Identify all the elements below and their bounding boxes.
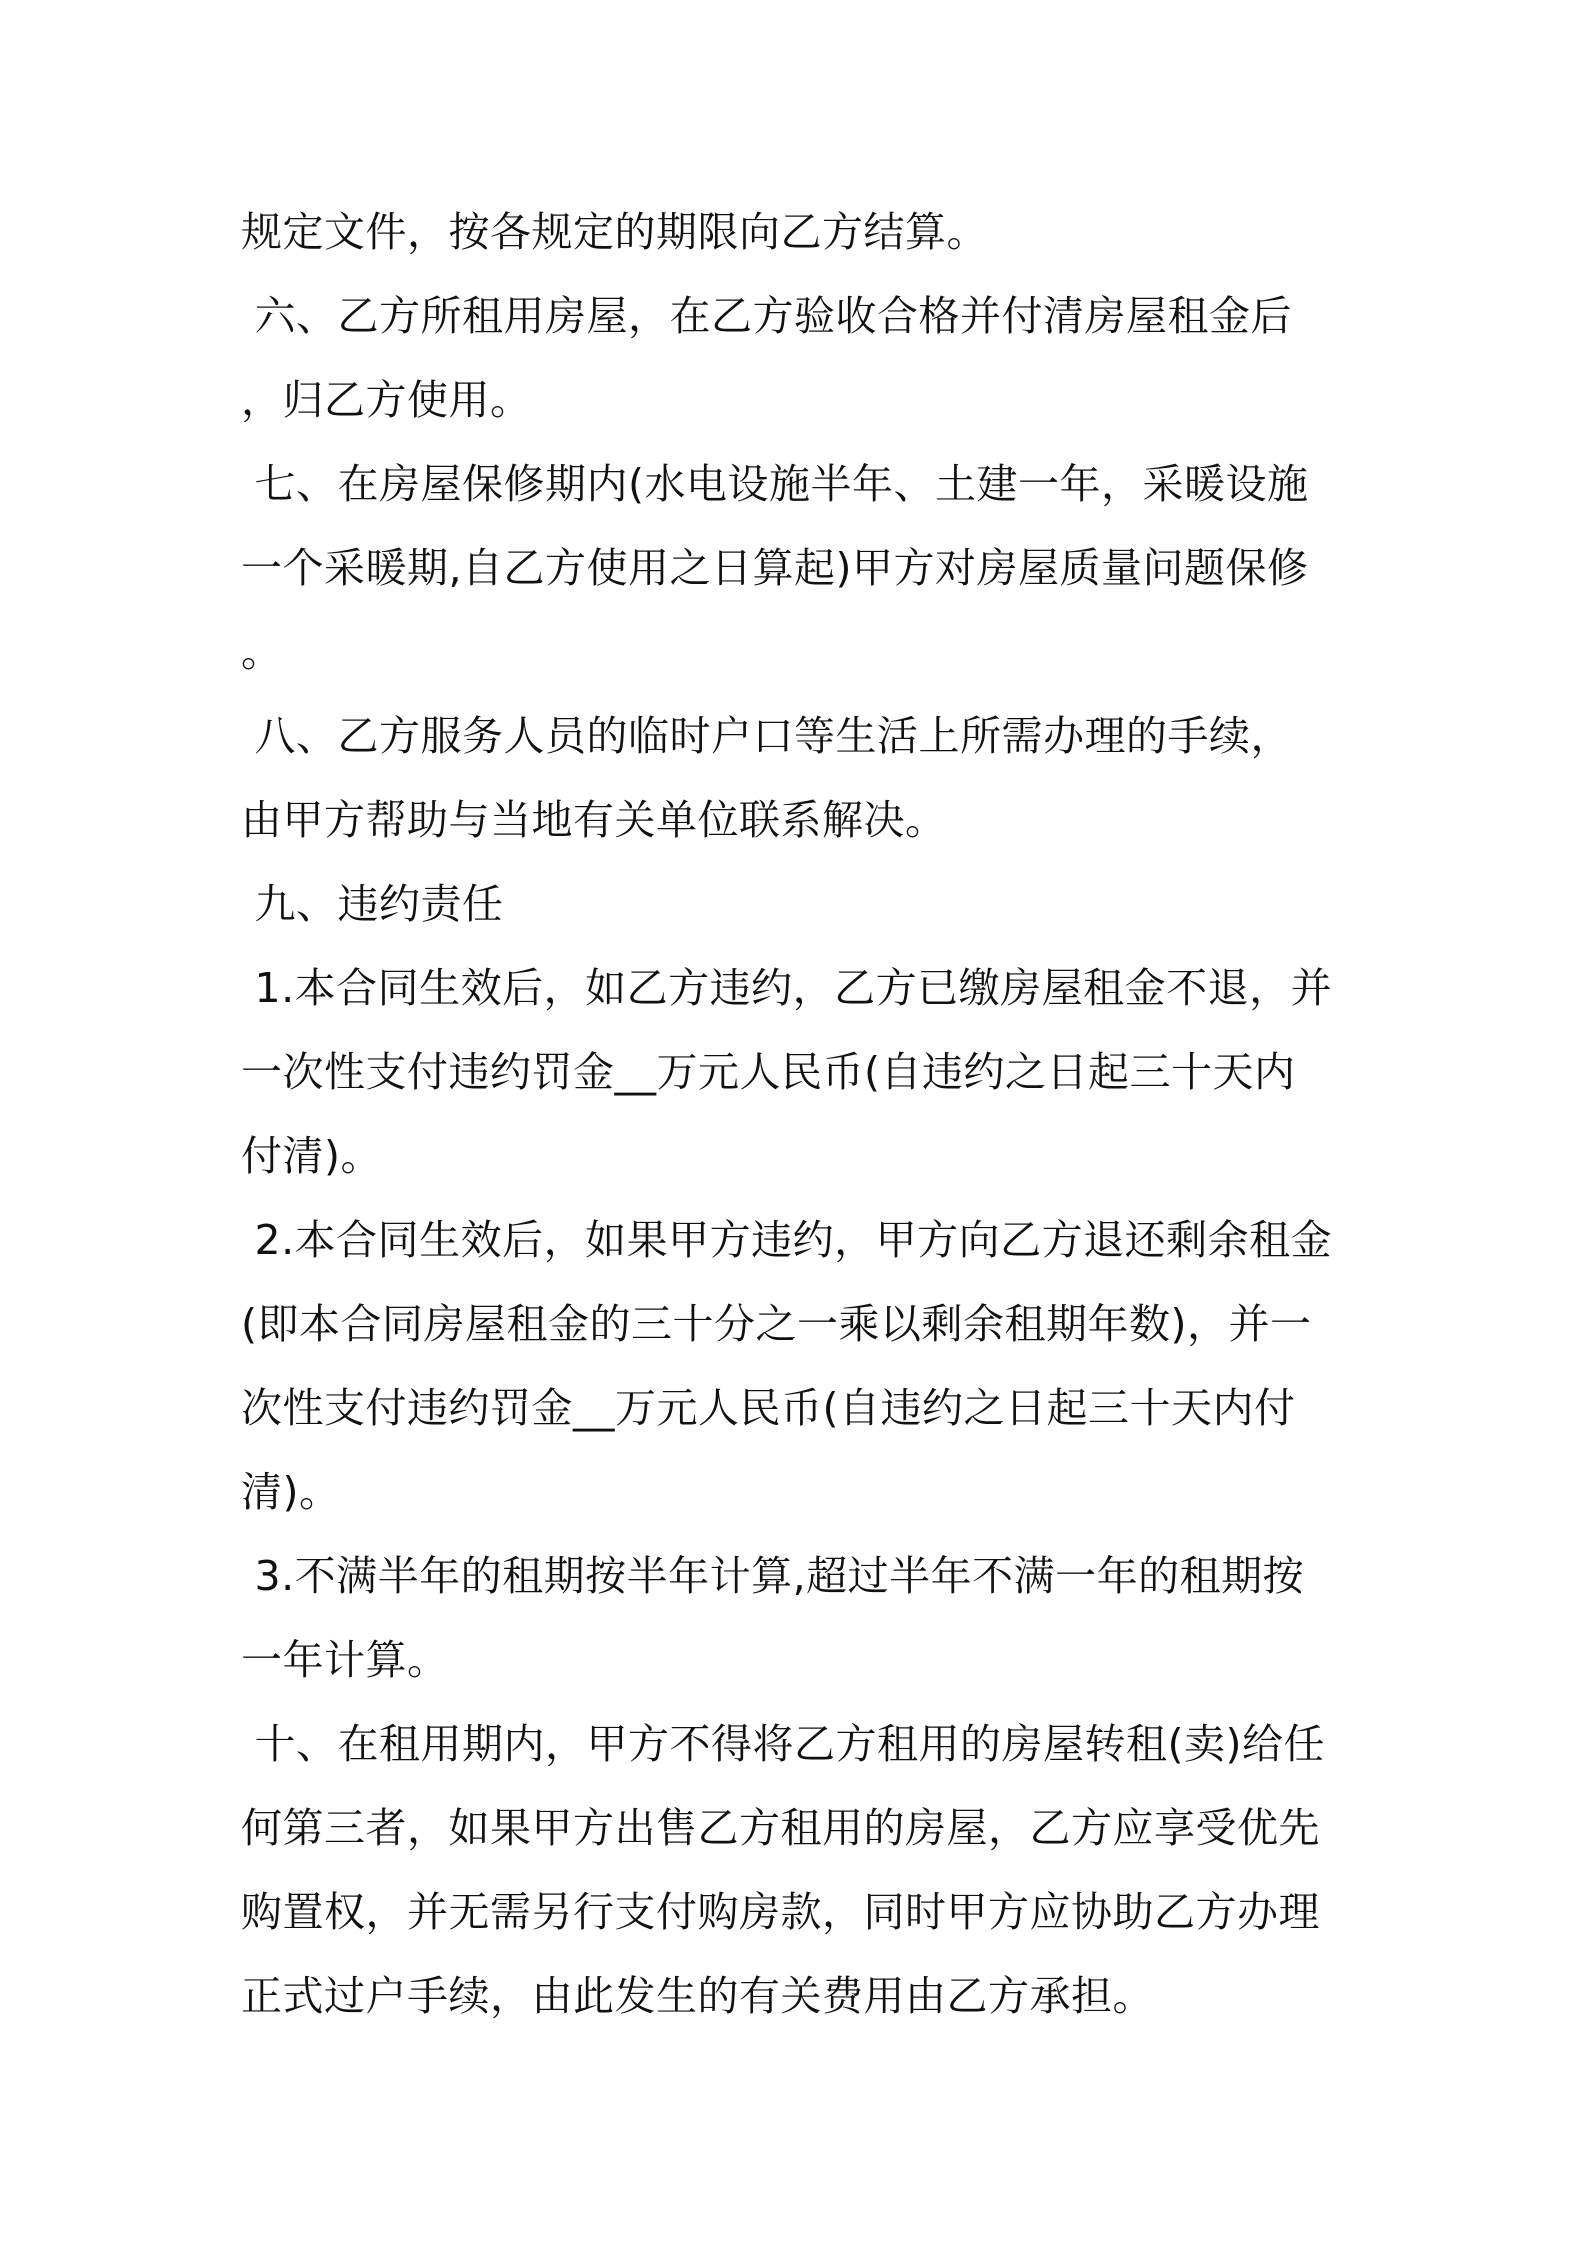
text-line-13: 2.本合同生效后，如果甲方违约，甲方向乙方退还剩余租金 <box>241 1216 1333 1264</box>
text-line-4: 七、在房屋保修期内(水电设施半年、土建一年，采暖设施 <box>241 460 1309 508</box>
text-line-16: 清)。 <box>241 1468 341 1516</box>
text-line-17: 3.不满半年的租期按半年计算,超过半年不满一年的租期按 <box>241 1552 1305 1600</box>
text-line-5: 一个采暖期,自乙方使用之日算起)甲方对房屋质量问题保修 <box>241 544 1309 592</box>
text-line-9: 九、违约责任 <box>241 880 504 928</box>
text-line-8: 由甲方帮助与当地有关单位联系解决。 <box>241 796 947 844</box>
text-line-14: (即本合同房屋租金的三十分之一乘以剩余租期年数)，并一 <box>241 1300 1312 1348</box>
text-line-11: 一次性支付违约罚金__万元人民币(自违约之日起三十天内 <box>241 1048 1296 1096</box>
text-line-12: 付清)。 <box>241 1132 382 1180</box>
text-line-15: 次性支付违约罚金__万元人民币(自违约之日起三十天内付 <box>241 1384 1296 1432</box>
text-line-21: 购置权，并无需另行支付购房款，同时甲方应协助乙方办理 <box>241 1888 1320 1936</box>
text-line-19: 十、在租用期内，甲方不得将乙方租用的房屋转租(卖)给任 <box>241 1720 1326 1768</box>
text-line-10: 1.本合同生效后，如乙方违约，乙方已缴房屋租金不退，并 <box>241 964 1333 1012</box>
text-line-6: 。 <box>241 628 283 676</box>
text-line-22: 正式过户手续，由此发生的有关费用由乙方承担。 <box>241 1972 1154 2020</box>
text-line-3: ，归乙方使用。 <box>241 376 532 424</box>
text-line-20: 何第三者，如果甲方出售乙方租用的房屋，乙方应享受优先 <box>241 1804 1320 1852</box>
contract-text <box>241 190 1361 2038</box>
text-line-2: 六、乙方所租用房屋，在乙方验收合格并付清房屋租金后 <box>241 292 1293 340</box>
text-line-18: 一年计算。 <box>241 1636 449 1684</box>
text-line-1: 规定文件，按各规定的期限向乙方结算。 <box>241 208 988 256</box>
text-line-7: 八、乙方服务人员的临时户口等生活上所需办理的手续， <box>241 712 1293 760</box>
